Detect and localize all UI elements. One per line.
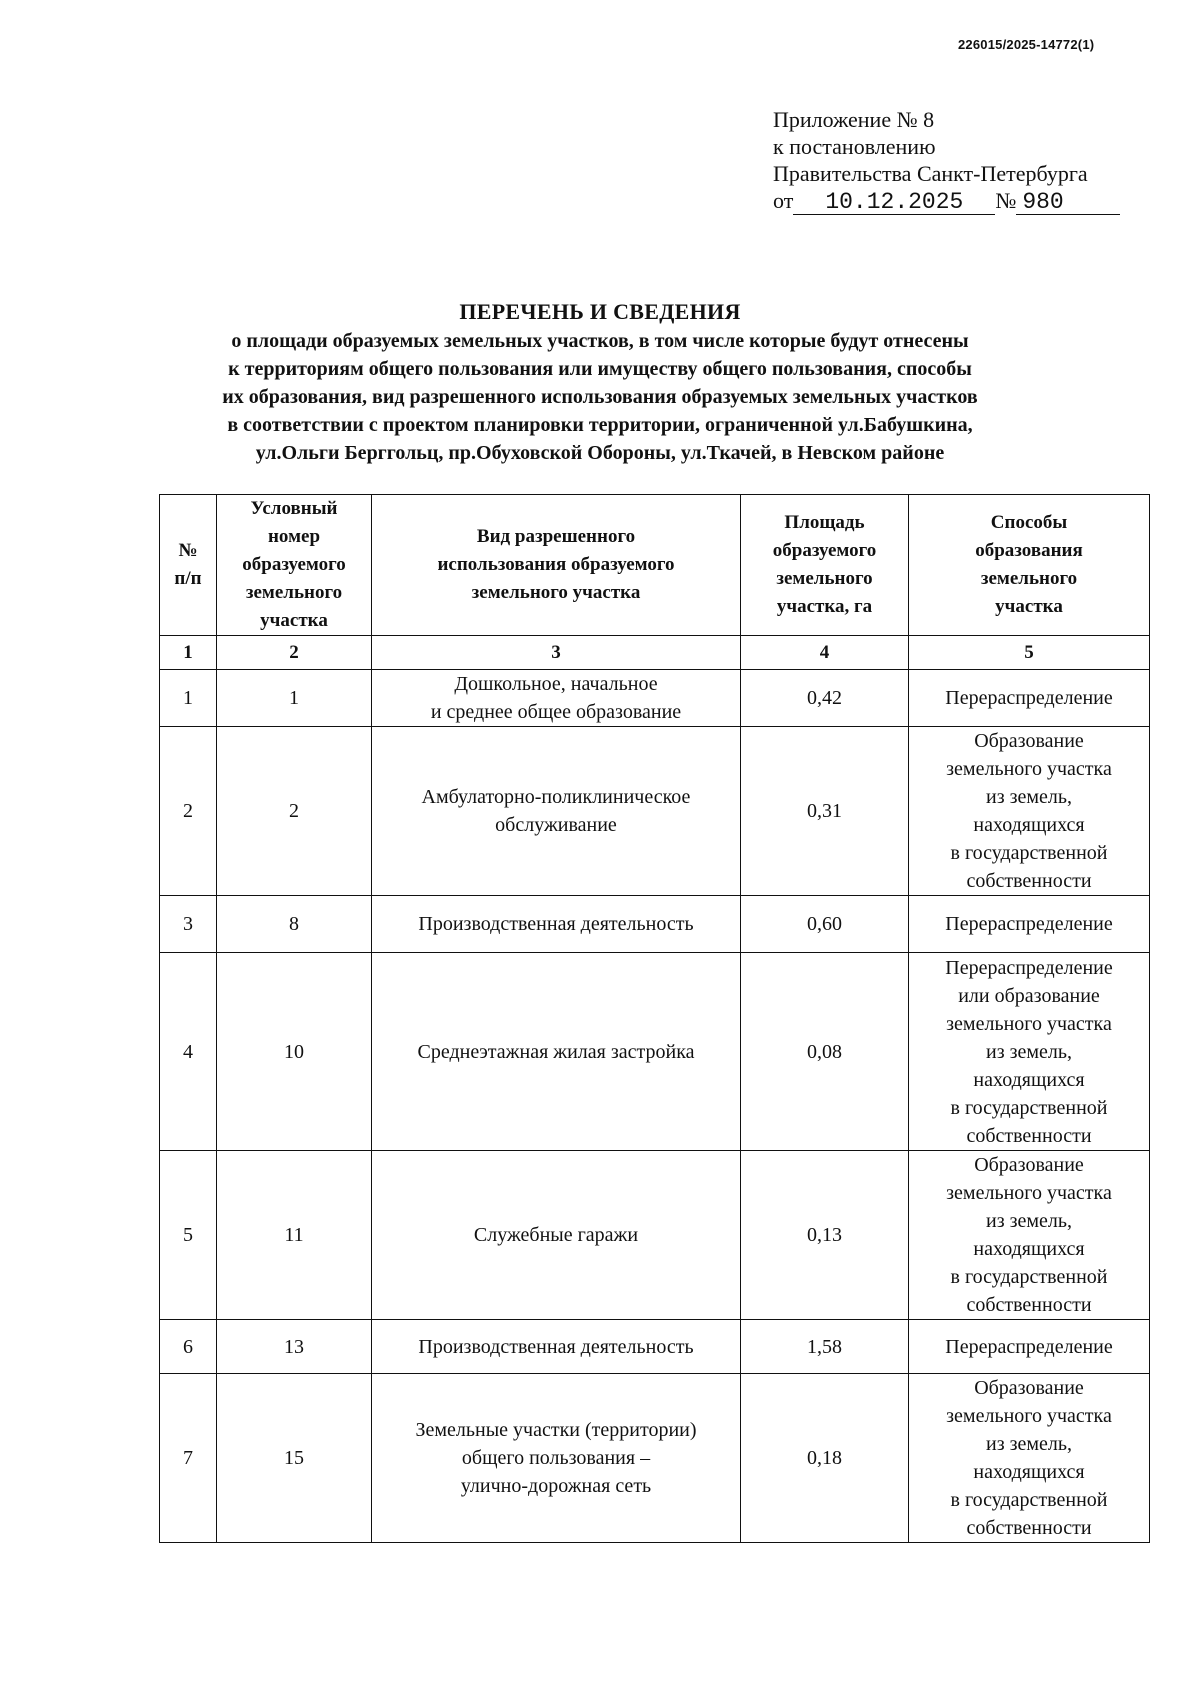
header-cell: Условный номер образуемого земельного участка [217, 495, 372, 636]
document-subtitle [120, 327, 1080, 467]
column-number: 3 [372, 636, 741, 670]
permitted-use: Среднеэтажная жилая застройка [372, 953, 741, 1151]
permitted-use: Амбулаторно-поликлиническое обслуживание [372, 727, 741, 896]
appendix-line: Приложение № 8 [773, 107, 935, 132]
table-row [160, 1151, 1150, 1320]
subtitle-line: в соответствии с проектом планировки территории, ограниченной ул.Бабушкина, [227, 414, 973, 436]
formation-method: Образование земельного участка из земель, находящихся в государственной собственности [909, 1151, 1150, 1320]
subtitle-line: к территориям общего пользования или имуществу общего пользования, способы [228, 358, 972, 380]
formation-method: Перераспределение [909, 670, 1150, 727]
plot-id: 15 [217, 1374, 372, 1543]
permitted-use: Производственная деятельность [372, 1320, 741, 1374]
header-cell: Способы образования земельного участка [909, 495, 1150, 636]
plot-id: 2 [217, 727, 372, 896]
appendix-line: Правительства Санкт-Петербурга [773, 161, 1088, 186]
formation-method: Образование земельного участка из земель, находящихся в государственной собственности [909, 727, 1150, 896]
document-title: ПЕРЕЧЕНЬ И СВЕДЕНИЯ [459, 299, 741, 324]
subtitle-line: о площади образуемых земельных участков, в том числе которые будут отнесены [231, 330, 969, 352]
subtitle-line: их образования, вид разрешенного использования образуемых земельных участков [222, 386, 978, 408]
plot-area: 0,13 [741, 1151, 909, 1320]
column-number: 4 [741, 636, 909, 670]
row-number: 3 [160, 896, 217, 953]
document-id: 226015/2025-14772(1) [958, 37, 1095, 52]
table-row [160, 896, 1150, 953]
permitted-use: Земельные участки (территории) общего пользования – улично-дорожная сеть [372, 1374, 741, 1543]
table-row [160, 1374, 1150, 1543]
table-row [160, 727, 1150, 896]
plot-area: 0,31 [741, 727, 909, 896]
number-prefix: № [995, 188, 1017, 213]
row-number: 4 [160, 953, 217, 1151]
row-number: 5 [160, 1151, 217, 1320]
row-number: 6 [160, 1320, 217, 1374]
column-number: 2 [217, 636, 372, 670]
permitted-use: Служебные гаражи [372, 1151, 741, 1320]
plot-id: 11 [217, 1151, 372, 1320]
table-row [160, 670, 1150, 727]
row-number: 2 [160, 727, 217, 896]
table-row [160, 953, 1150, 1151]
appendix-block [773, 106, 1120, 215]
row-number: 7 [160, 1374, 217, 1543]
decree-date: 10.12.2025 [793, 191, 995, 215]
land-plots-table [159, 494, 1150, 1543]
header-cell: № п/п [160, 495, 217, 636]
table-header-row [160, 495, 1150, 636]
formation-method: Перераспределение [909, 1320, 1150, 1374]
date-prefix: от [773, 188, 794, 213]
decree-number: 980 [1016, 191, 1120, 215]
plot-id: 13 [217, 1320, 372, 1374]
formation-method: Перераспределение или образование земельного участка из земель, находящихся в государственной собственности [909, 953, 1150, 1151]
column-number-row [160, 636, 1150, 670]
formation-method: Образование земельного участка из земель, находящихся в государственной собственности [909, 1374, 1150, 1543]
permitted-use: Производственная деятельность [372, 896, 741, 953]
appendix-line: к постановлению [773, 134, 936, 159]
plot-id: 10 [217, 953, 372, 1151]
plot-area: 0,42 [741, 670, 909, 727]
plot-id: 1 [217, 670, 372, 727]
subtitle-line: ул.Ольги Берггольц, пр.Обуховской Обороны, ул.Ткачей, в Невском районе [255, 442, 945, 464]
column-number: 1 [160, 636, 217, 670]
header-cell: Площадь образуемого земельного участка, га [741, 495, 909, 636]
formation-method: Перераспределение [909, 896, 1150, 953]
header-cell: Вид разрешенного использования образуемого земельного участка [372, 495, 741, 636]
plot-area: 0,18 [741, 1374, 909, 1543]
appendix-date-line [773, 187, 1120, 215]
plot-area: 1,58 [741, 1320, 909, 1374]
plot-area: 0,08 [741, 953, 909, 1151]
permitted-use: Дошкольное, начальное и среднее общее образование [372, 670, 741, 727]
column-number: 5 [909, 636, 1150, 670]
plot-id: 8 [217, 896, 372, 953]
row-number: 1 [160, 670, 217, 727]
plot-area: 0,60 [741, 896, 909, 953]
table-row [160, 1320, 1150, 1374]
